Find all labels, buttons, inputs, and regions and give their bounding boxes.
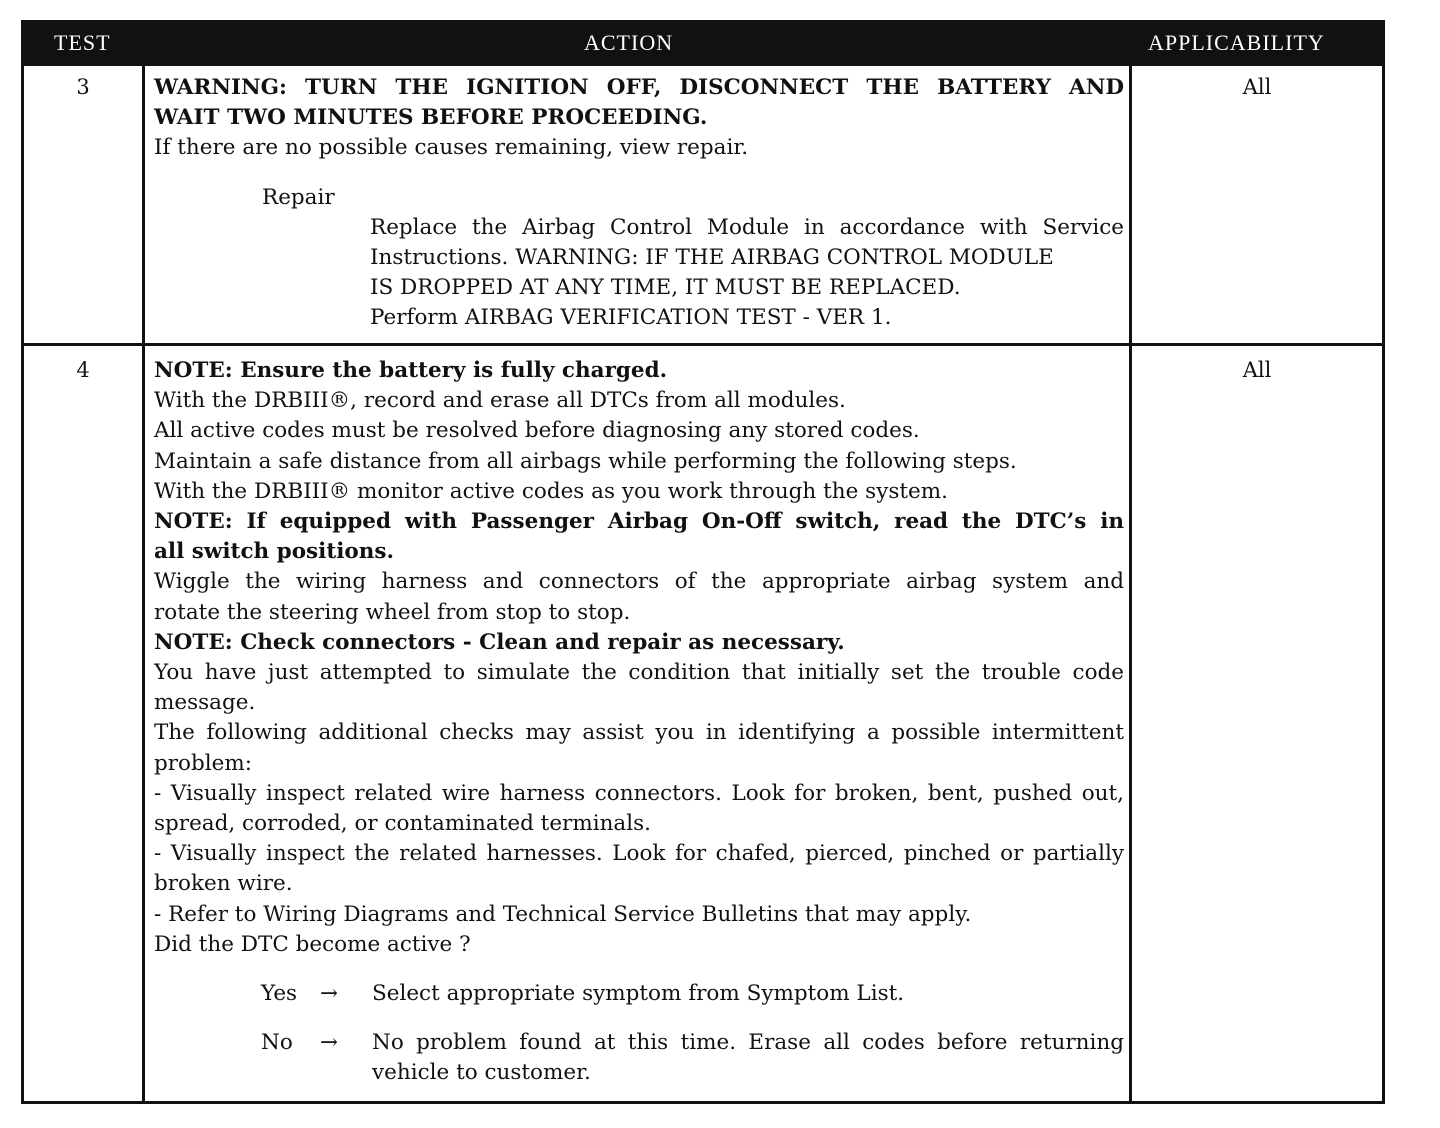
- arrow-right-icon: →: [320, 1030, 339, 1056]
- column-divider-test: [142, 63, 145, 1101]
- diagnostic-table: [21, 20, 1385, 1104]
- row-3-action: [154, 73, 1124, 334]
- header-action: ACTION: [584, 30, 674, 55]
- row-4-question: Did the DTC become active ?: [154, 931, 471, 957]
- column-divider-applicability: [1129, 63, 1132, 1101]
- row-4-option-yes: [154, 979, 1124, 1009]
- row-4-note-connectors: NOTE: Check connectors - Clean and repair as necessary.: [154, 629, 845, 655]
- row-4-test-number: 4: [76, 358, 90, 382]
- yes-text: Select appropriate symptom from Symptom List.: [372, 981, 905, 1007]
- row-4-inspect-harness-line1: - Visually inspect the related harnesses. Look for chafed, pierced, pinched or partially: [154, 841, 1124, 867]
- row-divider: [24, 343, 1382, 346]
- row-4-additional-line1: The following additional checks may assist you in identifying a possible intermittent: [154, 720, 1124, 746]
- row-4-inspect-connectors-line2: spread, corroded, or contaminated terminals.: [154, 811, 651, 837]
- row-3-test-number: 3: [76, 75, 90, 99]
- row-4-note-switch-line2: all switch positions.: [154, 539, 394, 565]
- row-3-warning-line1: WARNING: TURN THE IGNITION OFF, DISCONNECT THE BATTERY AND: [154, 75, 1124, 100]
- row-3-repair-line1: Replace the Airbag Control Module in accordance with Service: [370, 214, 1124, 240]
- row-4-action: [154, 356, 1124, 1089]
- yes-label: Yes: [261, 981, 298, 1007]
- row-4-simulate-line2: message.: [154, 690, 256, 716]
- row-4-option-no: [154, 1028, 1124, 1058]
- no-text-line2: vehicle to customer.: [372, 1060, 591, 1086]
- row-3-repair-line2: Instructions. WARNING: IF THE AIRBAG CONTROL MODULE: [370, 245, 1054, 271]
- row-4-simulate-line1: You have just attempted to simulate the condition that initially set the trouble code: [154, 660, 1124, 686]
- row-3-repair-label: Repair: [262, 184, 335, 210]
- row-4-additional-line2: problem:: [154, 750, 252, 776]
- row-4-applicability: All: [1242, 358, 1272, 382]
- row-3-repair-line3: IS DROPPED AT ANY TIME, IT MUST BE REPLACED.: [370, 275, 961, 301]
- row-4-inspect-harness-line2: broken wire.: [154, 871, 293, 897]
- row-4-inspect-connectors-line1: - Visually inspect related wire harness connectors. Look for broken, bent, pushed out,: [154, 780, 1124, 806]
- row-3-applicability: All: [1242, 75, 1272, 99]
- no-label: No: [261, 1030, 293, 1056]
- row-3-warning-line2: WAIT TWO MINUTES BEFORE PROCEEDING.: [154, 105, 708, 131]
- row-4-wiggle-line1: Wiggle the wiring harness and connectors of the appropriate airbag system and: [154, 569, 1124, 595]
- header-rule: [24, 63, 1382, 66]
- header-applicability: APPLICABILITY: [1148, 30, 1325, 55]
- table-header: [24, 23, 1382, 63]
- row-4-line-safe-distance: Maintain a safe distance from all airbags while performing the following steps.: [154, 448, 1017, 474]
- row-4-note-switch-line1: NOTE: If equipped with Passenger Airbag On-Off switch, read the DTC’s in: [154, 509, 1124, 535]
- row-4-line-active-codes: All active codes must be resolved before diagnosing any stored codes.: [154, 418, 920, 444]
- row-4-line-record: With the DRBIII®, record and erase all DTCs from all modules.: [154, 388, 846, 414]
- row-4-note-battery: NOTE: Ensure the battery is fully charged.: [154, 358, 668, 383]
- header-test: TEST: [54, 30, 111, 55]
- row-4-refer: - Refer to Wiring Diagrams and Technical Service Bulletins that may apply.: [154, 901, 972, 927]
- row-4-line-monitor: With the DRBIII® monitor active codes as you work through the system.: [154, 478, 948, 504]
- row-4-wiggle-line2: rotate the steering wheel from stop to stop.: [154, 599, 631, 625]
- row-3-repair-line4: Perform AIRBAG VERIFICATION TEST - VER 1.: [370, 305, 892, 331]
- arrow-right-icon: →: [320, 981, 339, 1007]
- row-3-text: If there are no possible causes remaining, view repair.: [154, 135, 749, 161]
- no-text-line1: No problem found at this time. Erase all codes before returning: [372, 1030, 1124, 1056]
